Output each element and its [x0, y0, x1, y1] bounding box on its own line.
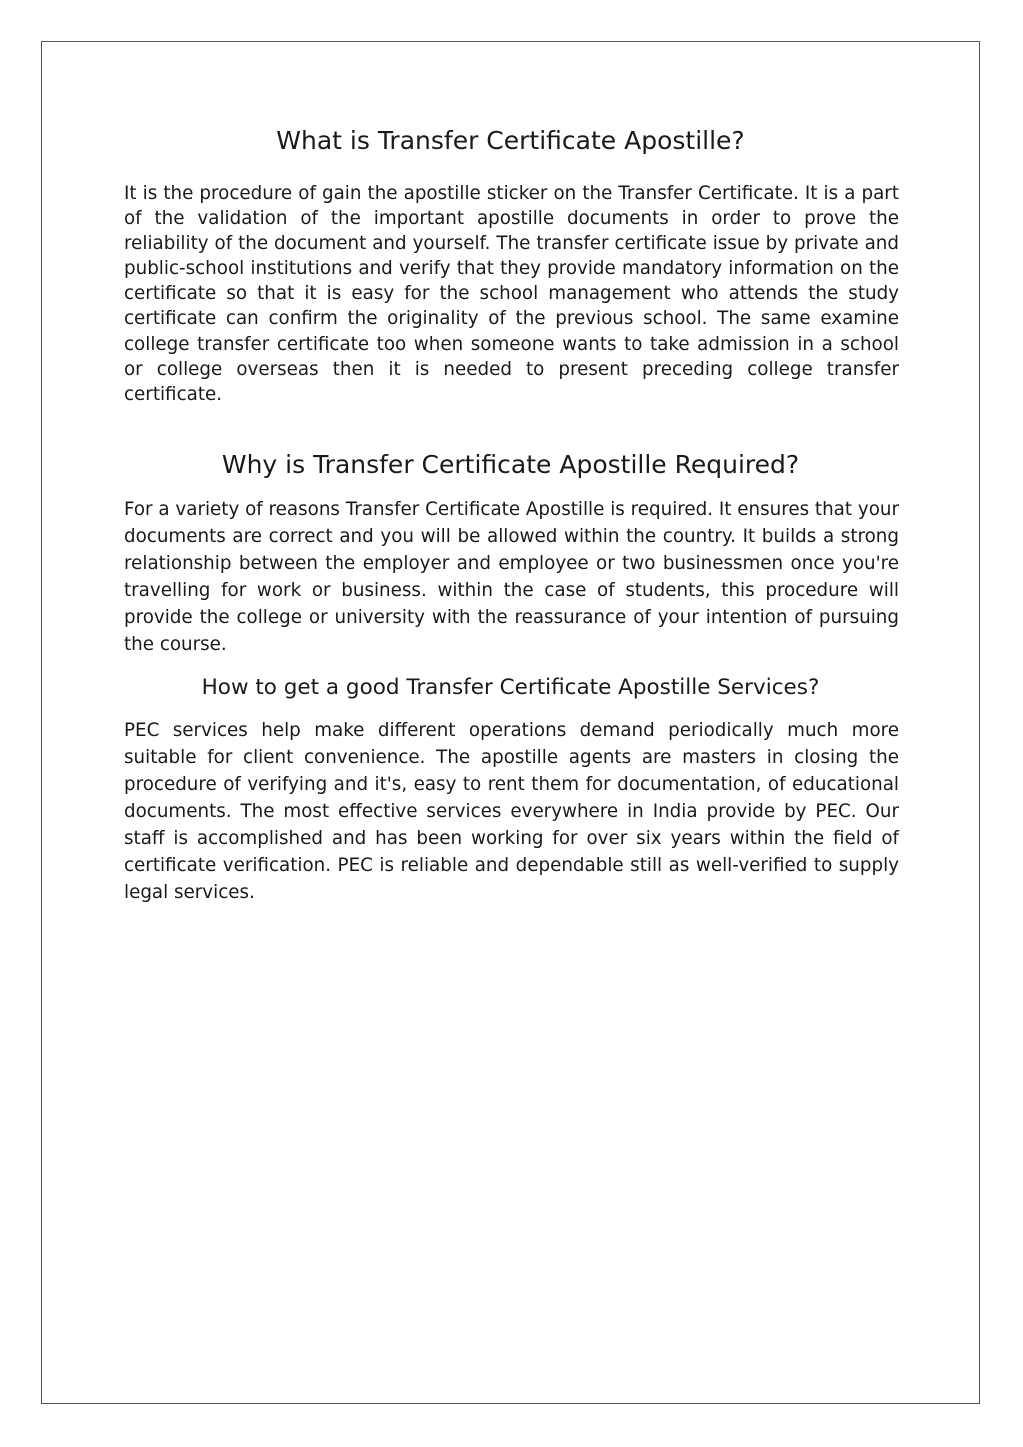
- section-heading-what-is: What is Transfer Certificate Apostille?: [276, 126, 745, 155]
- section-heading-why-required: Why is Transfer Certificate Apostille Required?: [221, 450, 800, 479]
- section-body-why-required: For a variety of reasons Transfer Certificate Apostille is required. It ensures that your documents are correct and you will be allowed within the country. It builds a strong relationship between the employer and employee or two businessmen once you're travelling for work or business. within the case of students, this procedure will provide the college or university with the reassurance of your intention of pursuing the course.: [124, 499, 899, 655]
- section-body-what-is: It is the procedure of gain the apostille sticker on the Transfer Certificate. It is a part of the validation of the important apostille documents in order to prove the reliability of the document and yourself. The transfer certificate issue by private and public-school institutions and verify that they provide mandatory information on the certificate so that it is easy for the school management who attends the study certificate can confirm the originality of the previous school. The same examine college transfer certificate too when someone wants to take admission in a school or college overseas then it is needed to present preceding college transfer certificate.: [124, 183, 899, 405]
- section-heading-how-to-get: How to get a good Transfer Certificate Apostille Services?: [201, 675, 820, 700]
- section-body-how-to-get: PEC services help make different operations demand periodically much more suitable for client convenience. The apostille agents are masters in closing the procedure of verifying and it's, easy to rent them for documentation, of educational documents. The most effective services everywhere in India provide by PEC. Our staff is accomplished and has been working for over six years within the field of certificate verification. PEC is reliable and dependable still as well-verified to supply legal services.: [124, 720, 899, 903]
